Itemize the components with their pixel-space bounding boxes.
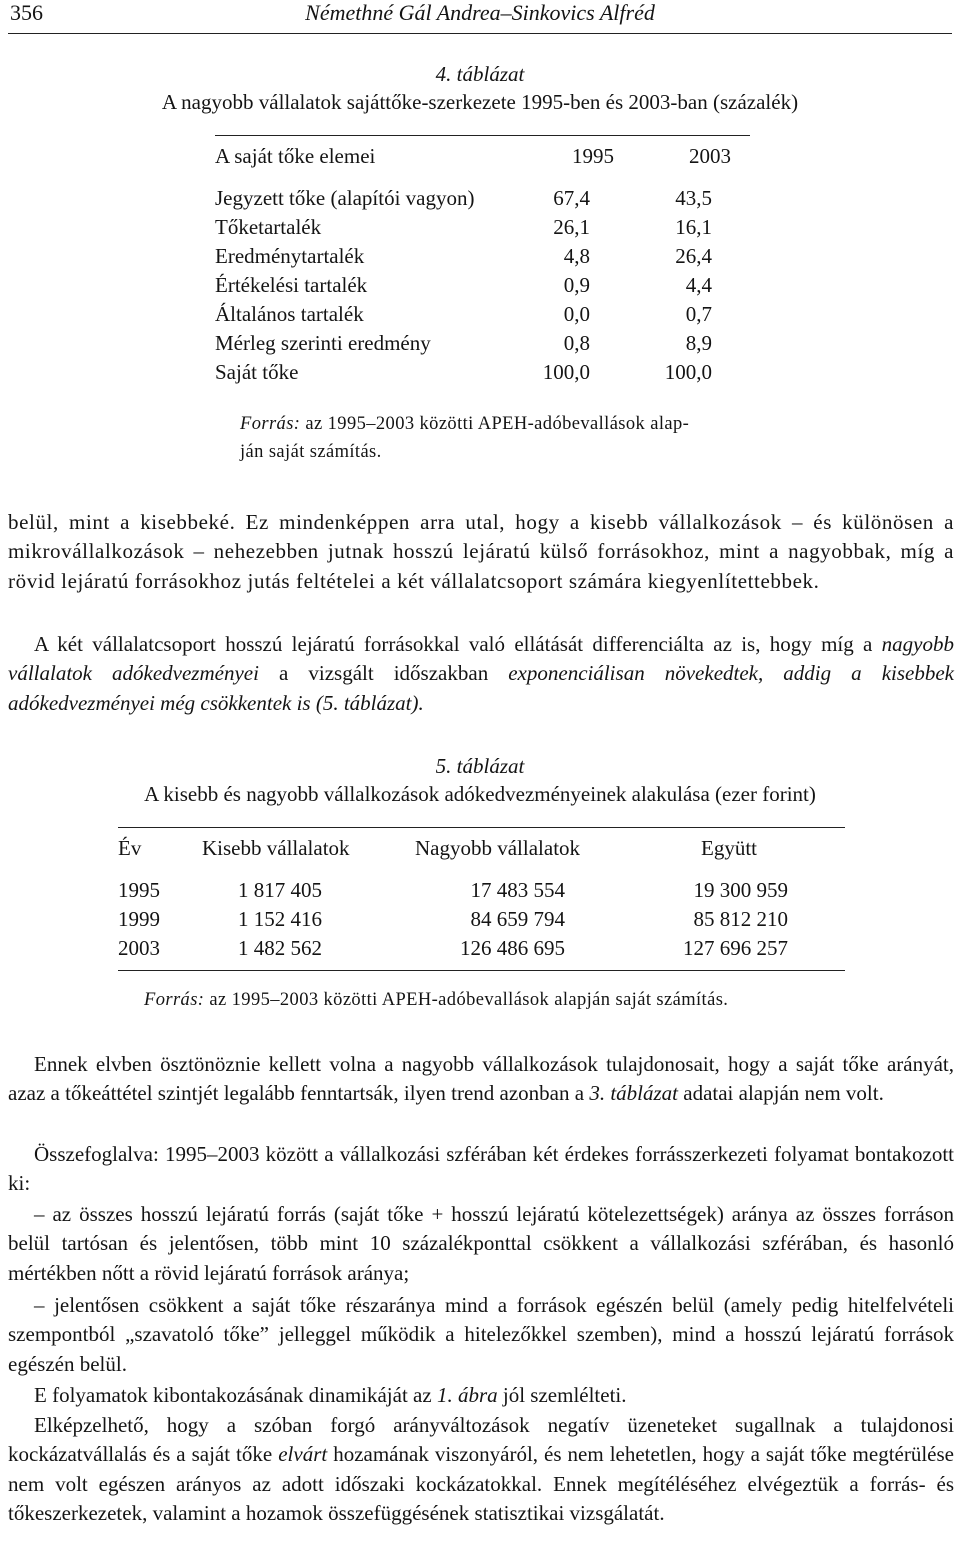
running-header — [8, 0, 952, 34]
table5-cell: 127 696 257 — [683, 936, 788, 960]
table4-cell: 67,4 — [553, 186, 590, 210]
paragraph-text: E folyamatok kibontakozásának dinamikáját az — [34, 1383, 437, 1407]
paragraph-text: adatai alapján nem volt. — [678, 1081, 884, 1106]
paragraph-emphasis: elvárt — [278, 1442, 328, 1467]
table4-caption — [0, 60, 960, 116]
table4-header-cell: 1995 — [572, 144, 614, 168]
table4-cell: 0,8 — [563, 331, 590, 355]
paragraph-emphasis: 3. táblázat — [589, 1081, 678, 1106]
table5-cell: 1999 — [118, 907, 160, 931]
table-row — [215, 215, 750, 243]
table4-cell: 43,5 — [675, 186, 712, 210]
paragraph-lead: belül, mint a kisebbeké. — [8, 510, 236, 534]
table4-cell: Eredménytartalék — [215, 244, 365, 268]
table-row — [215, 273, 750, 301]
table-row — [215, 302, 750, 330]
table4-title: A nagyobb vállalatok sajáttőke-szerkezete 1995-ben és 2003-ban (százalék) — [161, 90, 799, 114]
table5-number: 5. táblázat — [435, 754, 525, 778]
paragraph: – jelentősen csökkent a saját tőke részaránya mind a források egészén belül (amely pedig hitelfelvételi szempontból „szavatoló tőke” jelleggel működik a hitelezőkkel szemben), mind a hosszú lejáratú források egészén belül. — [8, 1293, 954, 1376]
table4-cell: 16,1 — [675, 215, 712, 239]
table4-header-cell: 2003 — [689, 144, 731, 168]
table5-cell: 1 817 405 — [238, 878, 322, 902]
paragraph-emphasis: 1. ábra — [436, 1383, 498, 1407]
table5-cell: 85 812 210 — [693, 907, 788, 931]
table4-cell: Jegyzett tőke (alapítói vagyon) — [215, 186, 475, 210]
paragraph — [8, 630, 954, 718]
table5-cell: 17 483 554 — [470, 878, 565, 902]
paragraph-text: jól szemlélteti. — [497, 1383, 627, 1407]
table5-header-cell: Kisebb vállalatok — [202, 836, 350, 860]
table-row — [118, 907, 845, 935]
table4-source-note — [240, 410, 755, 466]
paragraph: Összefoglalva: 1995–2003 között a vállalkozási szférában két érdekes forrásszerkezeti folyamat bontakozott ki: — [8, 1142, 954, 1196]
table-row — [215, 360, 750, 388]
table4-cell: Értékelési tartalék — [215, 273, 368, 297]
table5-cell: 126 486 695 — [460, 936, 565, 960]
table4-cell: 8,9 — [685, 331, 712, 355]
table-row — [215, 244, 750, 272]
paragraph-text: Elképzelhető, hogy a szóban forgó arányváltozások negatív üzeneteket sugallnak a tulajdonosi kockázatvállalás és a saját tőke — [8, 1413, 954, 1467]
table4-top-rule — [215, 135, 750, 136]
table4-cell: 0,9 — [563, 273, 590, 297]
table5-source-note — [144, 986, 924, 1014]
table5-cell: 84 659 794 — [470, 907, 565, 931]
header-rule — [8, 33, 952, 34]
table5-header-cell: Nagyobb vállalatok — [415, 836, 581, 860]
table4-cell: 4,8 — [563, 244, 590, 268]
table5-cell: 1 152 416 — [238, 907, 322, 931]
running-header-authors: Némethné Gál Andrea–Sinkovics Alfréd — [305, 0, 655, 25]
table4-header-row — [215, 144, 750, 172]
paragraph-text: Ez mindenképpen arra utal, hogy a kisebb vállalkozások – és különösen a mikrovállalkozások – nehezebben jutnak hosszú lejáratú külső forrásokhoz, mint a nagyobbak, míg a rövid lejáratú forrásokhoz jutás feltételei a két vállalatcsoport számára kiegyenlítettebbek. — [8, 510, 954, 593]
table5-cell: 19 300 959 — [693, 878, 788, 902]
source-text: az 1995–2003 közötti APEH-adóbevallások alapján saját számítás. — [204, 990, 729, 1010]
table4-cell: 100,0 — [542, 360, 590, 384]
source-label: Forrás: — [144, 990, 205, 1010]
table5-header-row — [118, 836, 845, 864]
table4-number: 4. táblázat — [435, 62, 525, 86]
table-row — [215, 331, 750, 359]
paragraph-text: a vizsgált időszakban — [258, 661, 509, 686]
paragraph-text: A két vállalatcsoport hosszú lejáratú forrásokkal való ellátását differenciálta az is, hogy míg a — [34, 632, 882, 656]
table4-cell: 26,4 — [675, 244, 712, 268]
source-text: az 1995–2003 közötti APEH-adóbevallások alap- — [300, 414, 690, 434]
paragraph — [8, 1050, 954, 1109]
paragraph-text: Ennek elvben ösztönöznie kellett volna a nagyobb vállalkozások tulajdonosait, hogy a saját tőke arányát, azaz a tőkeáttétel szintjét legalább fenntartsák, ilyen trend azonban a — [8, 1052, 954, 1106]
table5-cell: 1 482 562 — [238, 936, 322, 960]
table4-cell: Tőketartalék — [215, 215, 322, 239]
source-label: Forrás: — [240, 414, 301, 434]
table-row — [215, 186, 750, 214]
table4-cell: 0,7 — [685, 302, 712, 326]
table5-caption — [0, 752, 960, 808]
table5-top-rule — [118, 827, 845, 828]
table4-header-cell: A saját tőke elemei — [215, 144, 376, 168]
paragraph — [8, 1411, 954, 1528]
table5-title: A kisebb és nagyobb vállalkozások adókedvezményeinek alakulása (ezer forint) — [144, 782, 816, 806]
table4-cell: 4,4 — [685, 273, 712, 297]
table5-cell: 2003 — [118, 936, 160, 960]
table-row — [118, 936, 845, 964]
table4-cell: Saját tőke — [215, 360, 299, 384]
paragraph-text: hozamának viszonyáról, és nem lehetetlen, hogy a saját tőke megtérülése nem volt egészen arányos az adott időszaki kockázatokkal. Ennek megítéléséhez elvégeztük a forrás- és tőkeszerkezetek, valamint a hozamok összefüggésének statisztikai vizsgálatát. — [8, 1442, 954, 1525]
paragraph — [8, 1381, 954, 1410]
table4-cell: 0,0 — [563, 302, 590, 326]
table4-cell: Általános tartalék — [215, 302, 364, 326]
paragraph — [8, 508, 954, 596]
table4-cell: 26,1 — [553, 215, 590, 239]
page-number: 356 — [10, 0, 43, 25]
table4-cell: 100,0 — [664, 360, 712, 384]
paragraph-emphasis: nagyobb vállalatok adókedvezményei — [8, 632, 954, 686]
source-text-line2: ján saját számítás. — [240, 442, 382, 462]
paragraph: – az összes hosszú lejáratú forrás (saját tőke + hosszú lejáratú kötelezettségek) aránya az összes forráson belül tartósan és jelentősen, több mint 10 százalékponttal csökkent a vállalkozási szférában, és hasonló mértékben nőtt a rövid lejáratú források aránya; — [8, 1202, 954, 1285]
table5-bottom-rule — [118, 970, 845, 971]
table5-cell: 1995 — [118, 878, 160, 902]
table5-header-cell: Év — [118, 836, 142, 860]
table5-header-cell: Együtt — [701, 836, 757, 860]
table4-cell: Mérleg szerinti eredmény — [215, 331, 431, 355]
table-row — [118, 878, 845, 906]
paragraph-emphasis: exponenciálisan növekedtek, addig a kisebbek adókedvezményei még csökkentek is (5. táblázat). — [8, 661, 955, 715]
